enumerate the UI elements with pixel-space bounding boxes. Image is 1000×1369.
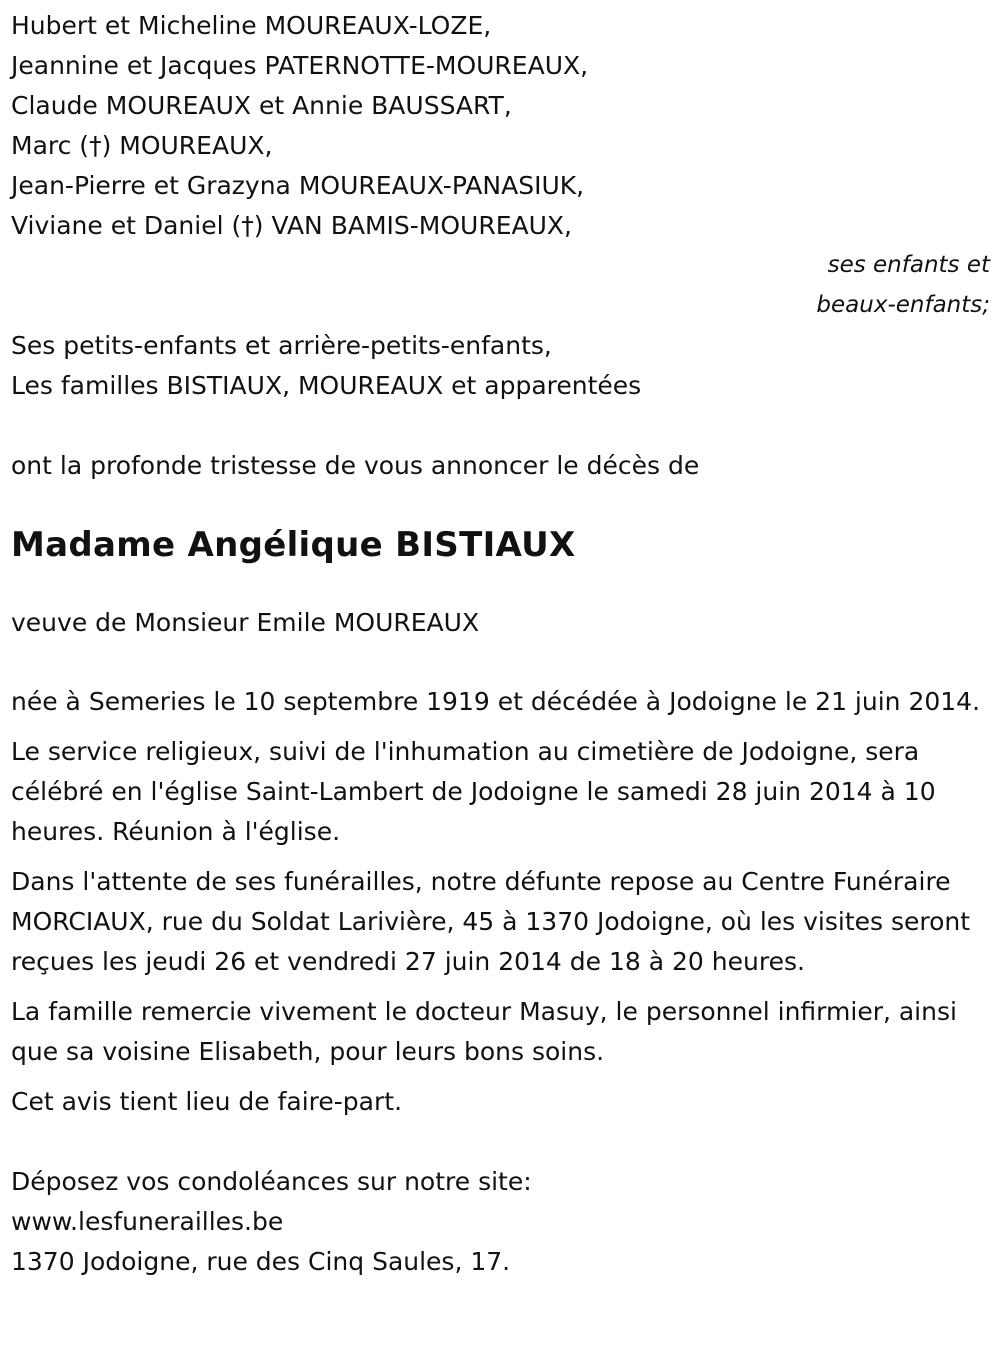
announcement-text: ont la profonde tristesse de vous annoncer le décès de [11, 451, 700, 480]
family-member: Jean-Pierre et Grazyna MOUREAUX-PANASIUK, [11, 171, 585, 200]
service-paragraph: Le service religieux, suivi de l'inhumation au cimetière de Jodoigne, sera célébré en l'église Saint-Lambert de Jodoigne le samedi 28 juin 2014 à 10 heures. Réunion à l'église. [11, 737, 936, 846]
website-link[interactable]: www.lesfunerailles.be [11, 1207, 284, 1236]
family-member: Viviane et Daniel (†) VAN BAMIS-MOUREAUX, [11, 211, 572, 240]
notice-paragraph: Cet avis tient lieu de faire-part. [11, 1087, 403, 1116]
families-line: Les familles BISTIAUX, MOUREAUX et apparentées [11, 371, 642, 400]
relatives-block [11, 326, 990, 406]
widow-of-line: veuve de Monsieur Emile MOUREAUX [11, 608, 480, 637]
family-member: Hubert et Micheline MOUREAUX-LOZE, [11, 11, 492, 40]
relation-note-line: ses enfants et [827, 252, 990, 278]
family-member: Marc (†) MOUREAUX, [11, 131, 273, 160]
relation-note-line: beaux-enfants; [816, 292, 990, 318]
condolences-block [11, 1162, 990, 1282]
condolences-label: Déposez vos condoléances sur notre site: [11, 1167, 532, 1196]
birth-death-paragraph: née à Semeries le 10 septembre 1919 et décédée à Jodoigne le 21 juin 2014. [11, 687, 981, 716]
funeral-home-address: 1370 Jodoigne, rue des Cinq Saules, 17. [11, 1247, 511, 1276]
grandchildren-line: Ses petits-enfants et arrière-petits-enfants, [11, 331, 552, 360]
visits-paragraph: Dans l'attente de ses funérailles, notre défunte repose au Centre Funéraire MORCIAUX, rue du Soldat Larivière, 45 à 1370 Jodoigne, où les visites seront reçues les jeudi 26 et vendredi 27 juin 2014 de 18 à 20 heures. [11, 867, 971, 976]
family-members-list [11, 6, 990, 246]
family-member: Jeannine et Jacques PATERNOTTE-MOUREAUX, [11, 51, 589, 80]
thanks-paragraph: La famille remercie vivement le docteur Masuy, le personnel infirmier, ainsi que sa voisine Elisabeth, pour leurs bons soins. [11, 997, 957, 1066]
family-member: Claude MOUREAUX et Annie BAUSSART, [11, 91, 512, 120]
relation-note [11, 245, 990, 325]
deceased-name: Madame Angélique BISTIAUX [11, 525, 576, 565]
